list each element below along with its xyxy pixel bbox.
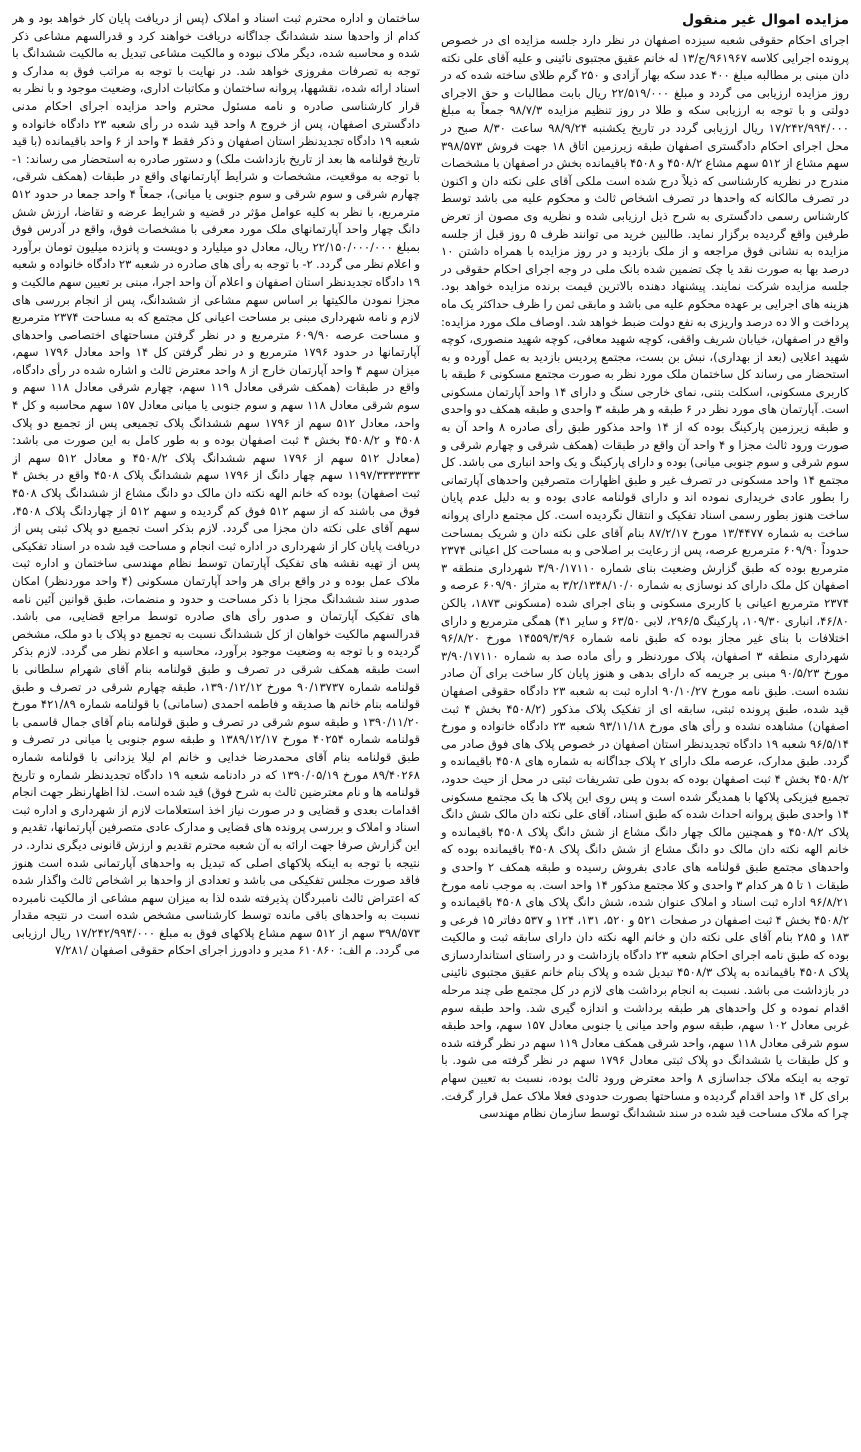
notice-columns	[12, 10, 849, 1444]
right-column	[437, 10, 849, 1444]
left-column-text: ساختمان و اداره محترم ثبت اسناد و املاک (پس از دریافت پایان کار خواهد بود و هر کدام از واحدها سند ششدانگ جداگانه دریافت خواهند کرد و قدرالسهم مشاعی ذکر شده و محاسبه شده، دیگر ملاک نبوده و مالکیت مشاعی تبدیل به مالکیت ششدانگ با توجه به تصرفات مفروزی خواهد شد. در نهایت با توجه به مراتب فوق به مدارک و اسناد ارائه شده، نقشهها، پروانه ساختمان و مکاتبات اداری، وضعیت موجود و با نظر به قرار کارشناسی صادره و نامه مسئول محترم واحد مزایده اجرای احکام مدنی دادگستری اصفهان، پس از خروج ۸ واحد قید شده در رأی شعبه ۲۳ دادگاه خانواده و شعبه ۱۹ دادگاه تجدیدنظر استان اصفهان و ذکر فقط ۴ واحد از ۶ واحد باقیمانده (با قید تاریخ قولنامه ها بعد از تاریخ بازداشت ملک) و دستور صادره به استحضار می رساند: ۱- با توجه به موقعیت، مشخصات و شرایط آپارتمانهای واقع در طبقات (همکف شرقی، چهارم شرقی و سوم شرقی و سوم جنوبی یا میانی)، جمعاً ۴ واحد جمعا در حدود ۵۱۲ مترمربع، با نظر به کلیه عوامل مؤثر در قضیه و شرایط عرضه و تقاضا، ارزش شش دانگ چهار واحد آپارتمانهای ملک مورد معرفی با مشخصات فوق، واقع در آدرس فوق بمبلغ ۲۲/۱۵۰/۰۰۰/۰۰۰ ریال، معادل دو میلیارد و دویست و پانزده میلیون تومان برآورد و اعلام نظر می گردد. ۲- با توجه به رأی های صادره در شعبه ۲۳ دادگاه خانواده و شعبه ۱۹ دادگاه تجدیدنظر استان اصفهان و اعلام آن واحد اجرا، مبنی بر تعیین سهم مالکیت و مجزا نمودن مالکیتها بر اساس سهم مشاعی از ششدانگ، پس از انجام بررسی های لازم و نامه شهرداری مبنی بر مساحت اعیانی کل مجتمع که به مساحت ۲۳۷۴ مترمربع و مساحت عرصه ۶۰۹/۹۰ مترمربع و در نظر گرفتن مساحتهای اختصاصی واحدهای آپارتمانها در حدود ۱۷۹۶ مترمربع و در نظر گرفتن کل ۱۴ واحد معادل ۱۷۹۶ سهم، میزان سهم ۴ واحد آپارتمان خارج از ۸ واحد معترض ثالث و اشاره شده در رأی دادگاه، واقع در طبقات (همکف شرقی معادل ۱۱۹ سهم، چهارم شرقی معادل ۱۱۸ سهم و سوم شرقی معادل ۱۱۸ سهم و سوم جنوبی یا میانی معادل ۱۵۷ سهم محاسبه و کل ۴ واحد، معادل ۵۱۲ سهم از ۱۷۹۶ سهم ششدانگ پلاک تجمیعی پس از تجمیع دو پلاک ۴۵۰۸ و ۴۵۰۸/۲ بخش ۴ ثبت اصفهان بوده و به طور کامل به این صورت می باشد: (معادل ۵۱۲ سهم از ۱۷۹۶ سهم ششدانگ پلاک ۴۵۰۸/۲ و معادل ۵۱۲ سهم از ۱۱۹۷/۳۳۳۳۳۳۳ سهم چهار دانگ از ۱۷۹۶ سهم ششدانگ پلاک ۴۵۰۸ واقع در بخش ۴ ثبت اصفهان) بوده که خانم الهه نکته دان مالک دو دانگ مشاع از ششدانگ پلاک ۴۵۰۸ فوق می باشند که از سهم ۵۱۲ فوق کم گردیده و سهم ۵۱۲ از چهاردانگ پلاک ۴۵۰۸، سهم آقای علی نکته دان مجزا می گردد. لازم بذکر است تجمیع دو پلاک ثبتی پس از دریافت پایان کار از شهرداری در اداره ثبت انجام و مساحت قید شده در اسناد تفکیکی پس از تهیه نقشه های تفکیک آپارتمان توسط نظام مهندسی ساختمان و اداره ثبت ملاک عمل بوده و در واقع برای هر واحد آپارتمان مسکونی (۴ واحد موردنظر) امکان صدور سند ششدانگ مجزا با ذکر مساحت و حدود و منضمات، طبق قوانین آئین نامه های تفکیک آپارتمان و صدور رأی های صادره توسط مراجع قضایی، می باشد. قدرالسهم مالکیت خواهان از کل ششدانگ نسبت به تجمیع دو پلاک با دو ملک، مشخص گردیده و با توجه به وضعیت موجود برآورد، محاسبه و اعلام نظر می گردد. لازم بذکر است طبقه همکف شرقی در تصرف و طبق قولنامه بنام آقای شهرام سلطانی با قولنامه شماره ۹۰/۱۳۷۳۷ مورخ ۱۳۹۰/۱۲/۱۲، طبقه چهارم شرقی در تصرف و طبق قولنامه بنام خانم ها صدیقه و فاطمه احمدی (سامانی) با قولنامه شماره ۴۲۱/۸۹ مورخ ۱۳۹۰/۱۱/۲۰ و طبقه سوم شرقی در تصرف و طبق قولنامه بنام آقای جمال قاسمی با قولنامه شماره ۴۰۲۵۴ مورخ ۱۳۸۹/۱۲/۱۷ و طبقه سوم جنوبی یا میانی در تصرف و طبق قولنامه بنام آقای محمدرضا خدایی و خانم ام لیلا یزدانی با قولنامه شماره ۸۹/۴۰۲۶۸ مورخ ۱۳۹۰/۰۵/۱۹ که در دادنامه شعبه ۱۹ دادگاه تجدیدنظر شماره و تاریخ قولنامه ها و نام معترضین ثالث به شرح فوق) قید شده است. لذا اظهارنظر جهت انجام اقدامات بعدی و قضایی و در صورت نیاز اخذ استعلامات لازم از شهرداری و اداره ثبت اسناد و املاک و بررسی پرونده های قضایی و مدارک عادی متصرفین آپارتمانها، تقدیم و این گزارش صرفا جهت ارائه به آن شعبه محترم تقدیم و ارزش قانونی دیگری ندارد. در نتیجه با توجه به اینکه پلاکهای اصلی که تبدیل به واحدهای آپارتمانی شده است هنوز فاقد صورت مجلس تفکیکی می باشد و تعدادی از واحدها بر اشخاص ثالث واگذار شده که اعتراض ثالث نامبردگان پذیرفته شده لذا به میزان سهم مشاعی از مالکیت نامبرده نسبت به واحدهای باقی مانده توسط کارشناسی مشخص شده است در نتیجه مقدار ۳۹۸/۵۷۳ سهم از ۵۱۲ سهم مشاع پلاکهای فوق به مبلغ ۱۷/۲۴۲/۹۹۴/۰۰۰ ریال ارزیابی می گردد. م الف: ۶۱۰۸۶۰ مدیر و دادورز اجرای احکام حقوقی اصفهان /۷/۲۸۱	[12, 11, 421, 958]
notice-title: مزایده اموال غیر منقول	[682, 12, 849, 28]
right-column-text: اجرای احکام حقوقی شعبه سیزده اصفهان در نظر دارد جلسه مزایده ای در خصوص پرونده اجرایی کلاسه ۹۶۱۹۶۷/ج/۱۳ له خانم عقیق مجتبوی نائینی و علیه آقای علی نکته دان مبنی بر مطالبه مبلغ ۴۰۰ عدد سکه بهار آزادی و ۲۵۰ گرم طلای ساخته شده که در روز مزایده ارزیابی می گردد و مبلغ ۲۲/۵۱۹/۰۰۰ ریال بابت مطالبات و حق الاجرای دولتی و با توجه به ارزیابی سکه و طلا در روز تنظیم مزایده ۹۸/۷/۳ جمعاً به مبلغ ۱۷/۲۴۲/۹۹۴/۰۰۰ ریال ارزیابی گردد در تاریخ یکشنبه ۹۸/۹/۲۴ ساعت ۸/۳۰ صبح در محل اجرای احکام دادگستری اصفهان طبقه زیرزمین اتاق ۱۸ جهت فروش ۳۹۸/۵۷۳ سهم مشاع از ۵۱۲ سهم مشاع ۴۵۰۸/۲ و ۴۵۰۸ باقیمانده بخش در اصفهان با مشخصات مندرج در نظریه کارشناسی که ذیلاً درج شده است ملکی آقای علی نکته دان و اکنون در تصرف مالکانه که واحدها در تصرف اشخاص ثالث و محکوم علیه می باشد توسط کارشناس رسمی دادگستری به شرح ذیل ارزیابی شده و نظریه وی مصون از تعرض طرفین واقع گردیده برگزار نماید. طالبین خرید می توانند ظرف ۵ روز قبل از جلسه مزایده به نشانی فوق مراجعه و از ملک بازدید و در روز مزایده با همراه داشتن ۱۰ درصد بها به صورت نقد یا چک تضمین شده بانک ملی در وجه اجرای احکام حقوقی در جلسه مزایده شرکت نمایند. پیشنهاد دهنده بالاترین قیمت برنده مزایده خواهد بود. هزینه های اجرایی بر عهده محکوم علیه می باشد و مابقی ثمن را ظرف حداکثر یک ماه پرداخت و الا ده درصد واریزی به نفع دولت ضبط خواهد شد. اوصاف ملک مورد مزایده: واقع در اصفهان، خیابان شریف واقفی، کوچه شهید معافی، کوچه شهید منصوری، کوچه شهید اعلایی (بعد از بهداری)، نبش بن بست، مجتمع پردیس بازدید به عمل آورده و به استحضار می رساند کل ساختمان ملک مورد نظر به صورت مجتمع مسکونی ۶ طبقه با کاربری مسکونی، اسکلت بتنی، نمای خارجی سنگ و دارای ۱۴ واحد آپارتمان مسکونی است. آپارتمان های مورد نظر در ۶ طبقه و هر طبقه ۳ واحدی و طبقه همکف دو واحدی و طبقه زیرزمین پارکینگ بوده که از ۱۴ واحد مذکور طبق رأی صادره ۸ واحد آن به صورت ورود ثالث مجزا و ۴ واحد آن واقع در طبقات (همکف شرقی و چهارم شرقی و سوم شرقی و سوم جنوبی میانی) بوده و دارای پارکینگ و یک واحد انباری می باشد. کل مجتمع ۱۴ واحد مسکونی در تصرف غیر و طبق اظهارات متصرفین واحدهای آپارتمانی را بطور عادی خریداری نموده اند و دارای قولنامه عادی بوده و به دلیل عدم پایان ساخت هنوز بطور رسمی اسناد تفکیک و انتقال نگردیده است. کل مجتمع دارای پروانه ساخت به شماره ۱۳/۴۴۷۷ مورخ ۸۷/۲/۱۷ بنام آقای علی نکته دان و شریک بمساحت حدوداً ۶۰۹/۹۰ مترمربع عرصه، پس از رعایت بر اصلاحی و به مساحت کل اعیانی ۲۳۷۴ مترمربع بوده که طبق گزارش وضعیت بنای شماره ۳/۹۰/۱۷۱۱۰ شهرداری منطقه ۳ اصفهان کل ملک دارای کد نوسازی به شماره ۳/۲/۱۳۴۸/۱۰/۰ به متراژ ۶۰۹/۹۰ عرصه و ۲۳۷۴ مترمربع اعیانی با کاربری مسکونی و بنای اجرای شده (مسکونی ۱۸۷۳، بالکن ۴۶/۸۰، انباری ۱۰۹/۳۰، پارکینگ ۲۹۶/۵، لابی ۶۳/۵۰ و سایر ۴۱) همگی مترمربع و دارای اختلافات با بنای غیر مجاز بوده که طبق نامه شماره ۱۴۵۵۹/۳/۹۶ مورخ ۹۶/۸/۲۰ شهرداری منطقه ۳ اصفهان، پلاک موردنظر و رأی ماده صد به شماره ۳/۹۰/۱۷۱۱۰ مورخ ۹۰/۵/۲۳ مبنی بر جریمه که دارای بدهی و هنوز پایان کار ساخت برای آن صادر نشده است. طبق نامه مورخ ۹۰/۱۰/۲۷ اداره ثبت به شعبه ۲۳ دادگاه حقوقی اصفهان قید شده، طبق پرونده ثبتی، سابقه ای از تفکیک پلاک مذکور (۴۵۰۸/۲ بخش ۴ ثبت اصفهان) مشاهده نشده و رأی های مورخ ۹۳/۱۱/۱۸ شعبه ۲۳ دادگاه خانواده و مورخ ۹۶/۵/۱۴ شعبه ۱۹ دادگاه تجدیدنظر استان اصفهان در خصوص پلاک های فوق صادر می گردد. طبق مدارک، عرصه ملک دارای ۲ پلاک جداگانه به شماره های ۴۵۰۸ باقیمانده و ۴۵۰۸/۲ بخش ۴ ثبت اصفهان بوده که بدون طی تشریفات ثبتی در محل از حیث حدود، تجمیع فیزیکی پلاکها با همدیگر شده است و پس روی این پلاک ها یک مجتمع مسکونی ۱۴ واحدی طبق پروانه احداث شده که طبق اسناد، آقای علی نکته دان مالک شش دانگ پلاک ۴۵۰۸/۲ و همچنین مالک چهار دانگ مشاع از شش دانگ پلاک ۴۵۰۸ باقیمانده و خانم الهه نکته دان مالک دو دانگ مشاع از شش دانگ پلاک ۴۵۰۸ باقیمانده بوده که واحدهای مجتمع طبق قولنامه های عادی بفروش رسیده و طبقه همکف ۲ واحدی و طبقات ۱ تا ۵ هر کدام ۳ واحدی و کلا مجتمع مذکور ۱۴ واحد است. به موجب نامه مورخ ۹۶/۸/۲۱ اداره ثبت اسناد و املاک عنوان شده، شش دانگ پلاک های ۴۵۰۸ باقیمانده و ۴۵۰۸/۲ بخش ۴ ثبت اصفهان در صفحات ۵۲۱ و ۵۲۰، ۱۳۱، ۱۲۴ و ۵۳۷ دفاتر ۱۵ فرعی و ۱۸۳ و ۲۸۵ بنام آقای علی نکته دان و خانم الهه نکته دان دارای سابقه ثبت و مالکیت بوده که طبق نامه اجرای احکام شعبه ۲۳ دادگاه بازداشت و در راستای استانداردسازی پلاک ۴۵۰۸ باقیمانده به پلاک ۴۵۰۸/۳ تبدیل شده و پلاک بنام خانم عقیق مجتبوی نائینی در بازداشت می باشد. نسبت به انجام برداشت های لازم در کل مجتمع طی چند مرحله اقدام نموده و کل واحدهای هر طبقه برداشت و اندازه گیری شد. واحد طبقه سوم غربی معادل ۱۰۲ سهم، طبقه سوم واحد میانی یا جنوبی معادل ۱۵۷ سهم، واحد طبقه سوم شرقی معادل ۱۱۸ سهم، واحد شرقی همکف معادل ۱۱۹ سهم در نظر گرفته شده و کل طبقات یا ششدانگ دو پلاک ثبتی معادل ۱۷۹۶ سهم در نظر گرفته می شود. با توجه به اینکه ملاک جداسازی ۸ واحد معترض ورود ثالث بوده، نسبت به تعیین سهام برای کل ۱۴ واحد اقدام گردیده و مساحتها بصورت حدودی فعلا ملاک عمل قرار گرفت. چرا که ملاک مساحت قید شده در سند ششدانگ توسط سازمان نظام مهندسی	[441, 33, 849, 1121]
left-column	[12, 10, 424, 1444]
